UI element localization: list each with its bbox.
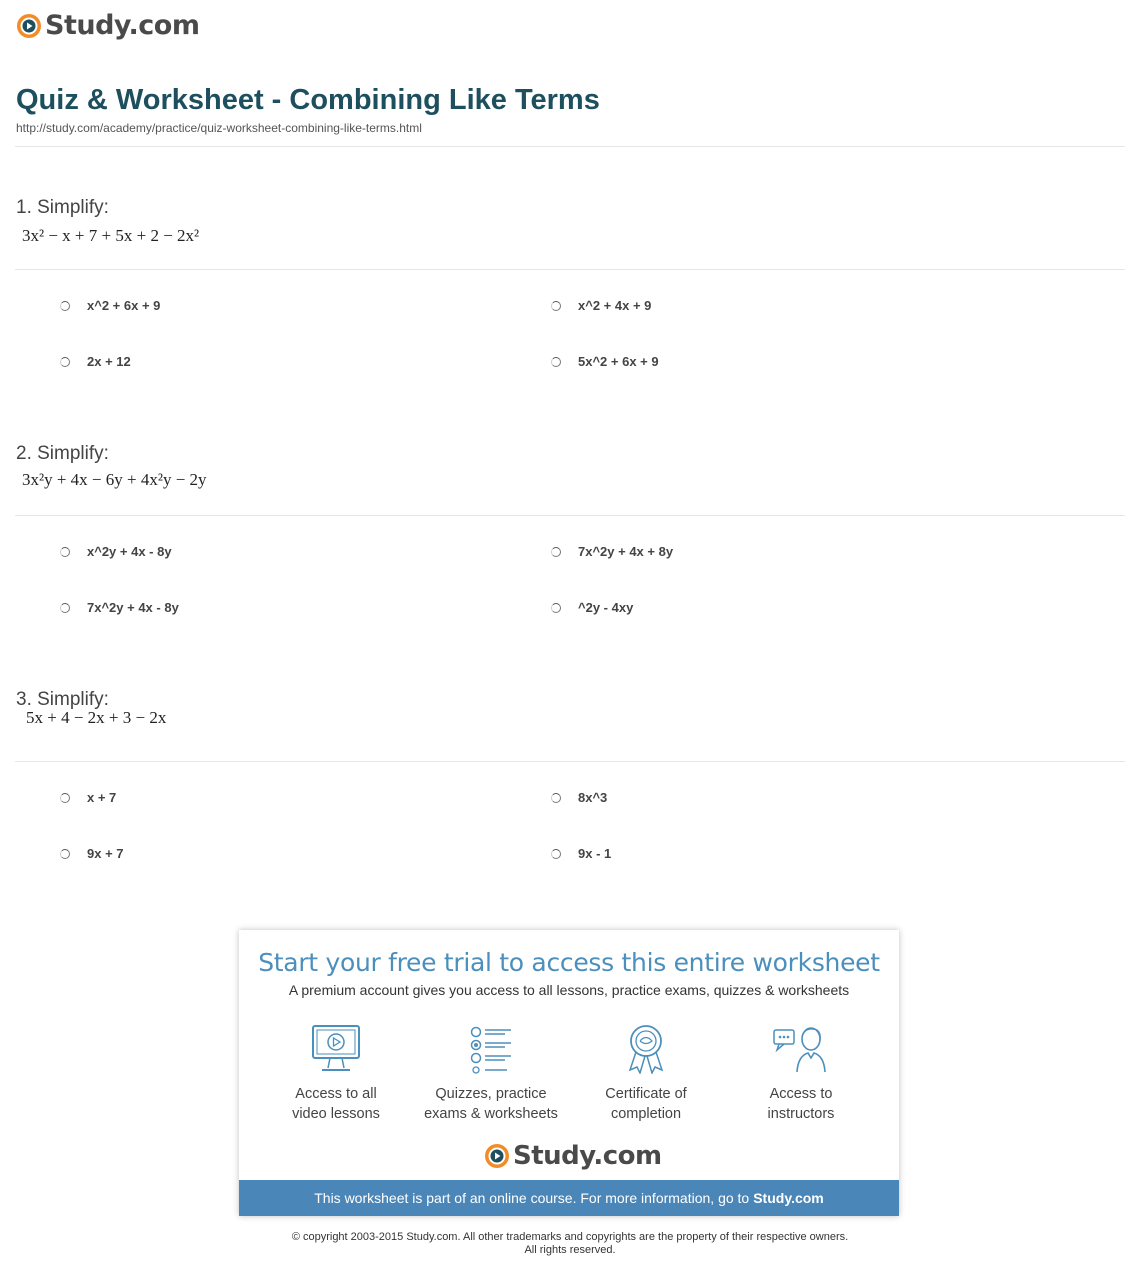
page-title: Quiz & Worksheet - Combining Like Terms xyxy=(16,84,600,116)
question-1-expression: 3x² − x + 7 + 5x + 2 − 2x² xyxy=(22,226,200,245)
logo-text: Study.com xyxy=(513,1141,662,1171)
radio-button[interactable] xyxy=(60,547,70,557)
video-monitor-icon xyxy=(310,1024,362,1074)
option-label: x^2y + 4x - 8y xyxy=(87,544,172,559)
radio-button[interactable] xyxy=(551,849,561,859)
divider xyxy=(15,761,1125,762)
radio-button[interactable] xyxy=(551,603,561,613)
feature-label: exams & worksheets xyxy=(424,1106,558,1122)
option-label: 7x^2y + 4x + 8y xyxy=(578,544,674,559)
copyright-footer xyxy=(0,1231,1140,1257)
question-2-option-c[interactable] xyxy=(60,600,179,615)
feature-quizzes xyxy=(411,1024,571,1124)
question-3-expression: 5x + 4 − 2x + 3 − 2x xyxy=(26,708,167,727)
radio-button[interactable] xyxy=(551,357,561,367)
radio-button[interactable] xyxy=(551,301,561,311)
instructor-icon xyxy=(771,1024,831,1074)
question-3-option-b[interactable] xyxy=(551,790,607,805)
question-1-option-d[interactable] xyxy=(551,354,659,369)
divider xyxy=(15,515,1125,516)
feature-certificate xyxy=(566,1024,726,1124)
option-label: 9x - 1 xyxy=(578,846,612,861)
radio-button[interactable] xyxy=(551,793,561,803)
copyright-text: © copyright 2003-2015 Study.com. All other trademarks and copyrights are the property of their respective owners. xyxy=(291,1231,849,1243)
radio-button[interactable] xyxy=(551,547,561,557)
logo-text: Study.com xyxy=(45,10,200,41)
radio-button[interactable] xyxy=(60,301,70,311)
question-2-option-b[interactable] xyxy=(551,544,673,559)
promo-subtitle: A premium account gives you access to all lessons, practice exams, quizzes & worksheets xyxy=(288,982,850,998)
option-label: 5x^2 + 6x + 9 xyxy=(578,354,659,369)
question-3-option-c[interactable] xyxy=(60,846,124,861)
option-label: x^2 + 6x + 9 xyxy=(87,298,161,313)
divider xyxy=(15,146,1125,147)
question-2-expression: 3x²y + 4x − 6y + 4x²y − 2y xyxy=(22,470,207,489)
study-logo[interactable] xyxy=(16,10,199,41)
feature-label: completion xyxy=(610,1106,682,1122)
feature-label: Access to all xyxy=(295,1086,377,1102)
promo-study-logo[interactable] xyxy=(484,1141,662,1171)
question-1-option-a[interactable] xyxy=(60,298,160,313)
feature-instructors xyxy=(721,1024,881,1124)
feature-label: Access to xyxy=(769,1086,833,1102)
list-icon xyxy=(465,1024,517,1074)
radio-button[interactable] xyxy=(60,603,70,613)
study-link[interactable]: Study.com xyxy=(753,1190,824,1206)
option-label: 7x^2y + 4x - 8y xyxy=(87,600,179,615)
radio-button[interactable] xyxy=(60,357,70,367)
promo-title[interactable]: Start your free trial to access this entire worksheet xyxy=(258,948,880,977)
question-1-title: 1. Simplify: xyxy=(16,197,109,218)
radio-button[interactable] xyxy=(60,849,70,859)
study-logo-icon xyxy=(484,1143,510,1169)
option-label: 8x^3 xyxy=(578,790,608,805)
question-2-option-d[interactable] xyxy=(551,600,633,615)
page-url: http://study.com/academy/practice/quiz-worksheet-combining-like-terms.html xyxy=(16,121,422,135)
feature-video-lessons xyxy=(256,1024,416,1124)
radio-button[interactable] xyxy=(60,793,70,803)
question-2-title: 2. Simplify: xyxy=(16,443,109,464)
free-trial-promo[interactable] xyxy=(239,930,899,1216)
promo-bar-text: This worksheet is part of an online course. For more information, go to xyxy=(314,1190,750,1206)
feature-label: Quizzes, practice xyxy=(435,1086,547,1102)
option-label: x + 7 xyxy=(87,790,117,805)
study-logo-icon xyxy=(16,13,42,39)
option-label: x^2 + 4x + 9 xyxy=(578,298,652,313)
feature-label: instructors xyxy=(767,1106,835,1122)
question-3-title: 3. Simplify: xyxy=(16,689,109,710)
rights-text: All rights reserved. xyxy=(524,1244,616,1256)
feature-label: video lessons xyxy=(292,1106,380,1122)
certificate-ribbon-icon xyxy=(620,1024,672,1074)
option-label: 2x + 12 xyxy=(87,354,131,369)
question-2-option-a[interactable] xyxy=(60,544,172,559)
question-3-option-d[interactable] xyxy=(551,846,611,861)
feature-label: Certificate of xyxy=(605,1086,687,1102)
divider xyxy=(15,269,1125,270)
question-1-option-c[interactable] xyxy=(60,354,131,369)
option-label: ^2y - 4xy xyxy=(578,600,634,615)
question-3-option-a[interactable] xyxy=(60,790,116,805)
question-1-option-b[interactable] xyxy=(551,298,651,313)
option-label: 9x + 7 xyxy=(87,846,124,861)
promo-info-bar xyxy=(239,1180,899,1216)
